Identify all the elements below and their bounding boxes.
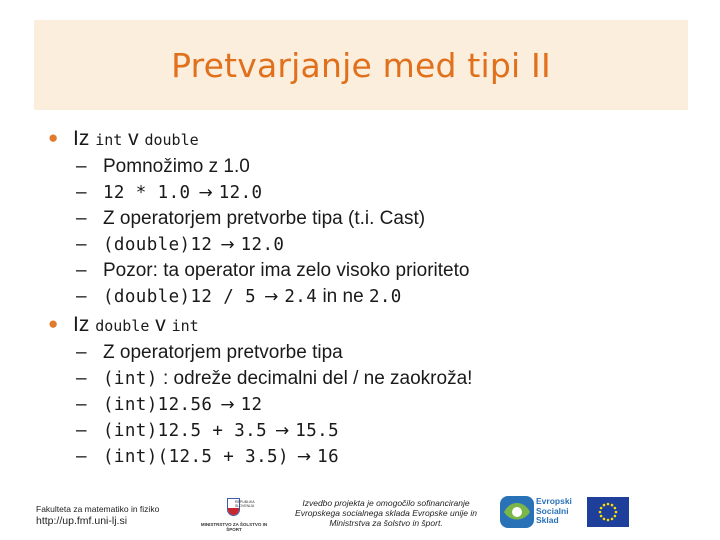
faculty-name: Fakulteta za matematiko in fiziko (36, 504, 160, 514)
list-item: – 12 * 1.0 → 12.0 (76, 182, 263, 203)
list-item: – (double)12 / 5 → 2.4 in ne 2.0 (76, 286, 402, 307)
arrow-right-icon: → (296, 447, 312, 467)
list-item: – (int) : odreže decimalni del / ne zaokroža! (76, 368, 473, 389)
eu-flag-icon (587, 497, 629, 527)
list-item: – (double)12 → 12.0 (76, 234, 285, 255)
esf-logo-icon (500, 496, 534, 528)
ministry-text: MINISTRSTVO ZA ŠOLSTVO IN ŠPORT (200, 522, 268, 532)
slide-title: Pretvarjanje med tipi II (171, 45, 551, 85)
section-heading-double-to-int: ● Iz double v int (48, 313, 199, 336)
footer (0, 490, 720, 540)
list-item: – Z operatorjem pretvorbe tipa (t.i. Cast) (76, 208, 426, 229)
arrow-right-icon: → (220, 235, 235, 255)
bullet-dot: ● (48, 314, 59, 333)
esf-text: Evropski Socialni Sklad (536, 496, 572, 525)
arrow-right-icon: → (264, 287, 279, 307)
arrow-right-icon: → (198, 183, 213, 203)
esf-logo (500, 496, 576, 530)
ministry-small-text: REPUBLIKA SLOVENIJA (235, 500, 255, 508)
arrow-right-icon: → (275, 421, 290, 441)
list-item: – Z operatorjem pretvorbe tipa (76, 342, 343, 363)
list-item: – (int)12.56 → 12 (76, 394, 263, 415)
arrow-right-icon: → (220, 395, 235, 415)
list-item: – (int)(12.5 + 3.5) → 16 (76, 446, 340, 467)
project-funding-note: Izvedbo projekta je omogočilo sofinanciranje Evropskega socialnega sklada Evropske unije in Ministrstva za šolstvo in šport. (295, 498, 477, 528)
faculty-url: http://up.fmf.uni-lj.si (36, 515, 128, 527)
eu-stars-icon (587, 497, 629, 527)
list-item: – (int)12.5 + 3.5 → 15.5 (76, 420, 340, 441)
section-heading-int-to-double: ● Iz int v double (48, 127, 199, 150)
ministry-logo (197, 498, 271, 534)
list-item: – Pozor: ta operator ima zelo visoko prioriteto (76, 260, 470, 281)
bullet-dot: ● (48, 128, 59, 147)
list-item: – Pomnožimo z 1.0 (76, 156, 250, 177)
